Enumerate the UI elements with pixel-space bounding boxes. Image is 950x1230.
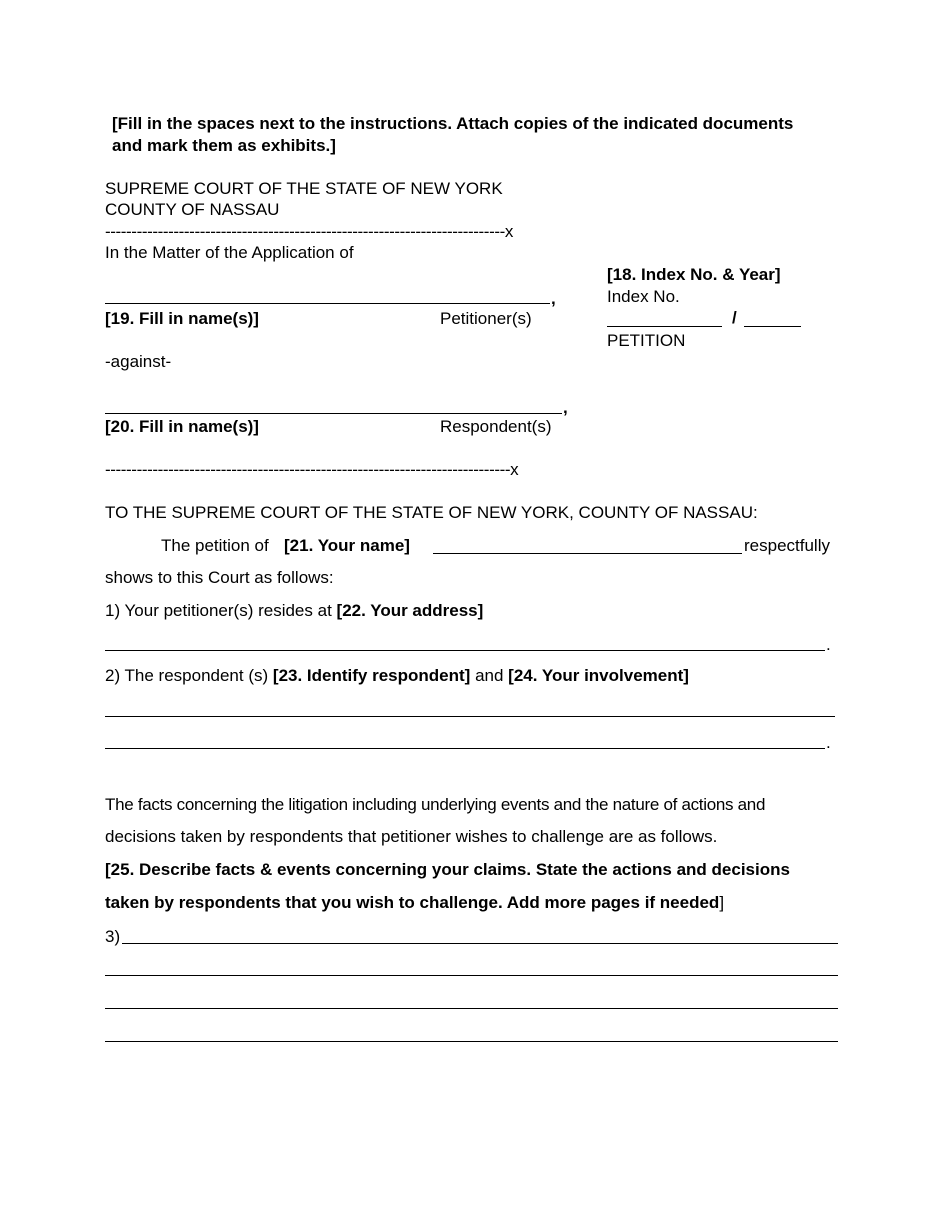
facts-instruction-line-1: [25. Describe facts & events concerning your claims. State the actions and decisions bbox=[105, 860, 790, 879]
petitioner-name-field[interactable] bbox=[105, 303, 550, 304]
index-separator: / bbox=[732, 308, 737, 327]
document-type: PETITION bbox=[607, 331, 686, 350]
court-name: SUPREME COURT OF THE STATE OF NEW YORK bbox=[105, 179, 503, 198]
facts-instruction-line-2: taken by respondents that you wish to challenge. Add more pages if needed bbox=[105, 893, 720, 912]
facts-field-line-4[interactable] bbox=[105, 1041, 838, 1042]
address-period: . bbox=[826, 635, 831, 654]
petitioner-instruction: [19. Fill in name(s)] bbox=[105, 309, 259, 328]
facts-text-line-1: The facts concerning the litigation including underlying events and the nature of actions and bbox=[105, 795, 766, 814]
item1-label bbox=[105, 600, 483, 621]
instructions-line-2: and mark them as exhibits.] bbox=[112, 136, 336, 155]
facts-field-line-1[interactable] bbox=[122, 943, 838, 944]
item3-prefix: 3) bbox=[105, 927, 121, 946]
court-county: COUNTY OF NASSAU bbox=[105, 200, 280, 219]
shows-label: shows to this Court as follows: bbox=[105, 568, 334, 587]
instructions-line-1: [Fill in the spaces next to the instructions. Attach copies of the indicated documents bbox=[112, 114, 794, 133]
index-year-field[interactable] bbox=[744, 326, 801, 327]
item2-prefix: 2) The respondent (s) bbox=[105, 666, 269, 685]
against-label: -against- bbox=[105, 352, 172, 371]
matter-of-label: In the Matter of the Application of bbox=[105, 243, 354, 262]
respectfully-label: respectfully bbox=[744, 536, 830, 555]
your-name-field[interactable] bbox=[433, 553, 742, 554]
item1-prefix: 1) Your petitioner(s) resides at bbox=[105, 601, 332, 620]
respondent-instruction: [20. Fill in name(s)] bbox=[105, 417, 259, 436]
facts-text-line-2: decisions taken by respondents that petitioner wishes to challenge are as follows. bbox=[105, 827, 718, 846]
respondent-role-label: Respondent(s) bbox=[440, 417, 552, 436]
address-field[interactable] bbox=[105, 650, 825, 651]
index-label: Index No. bbox=[607, 287, 680, 306]
respondent-comma: , bbox=[563, 398, 568, 417]
petition-of-label: The petition of bbox=[161, 536, 269, 555]
facts-instruction-line-2-wrap bbox=[105, 892, 724, 913]
involvement-instruction: [24. Your involvement] bbox=[508, 666, 689, 685]
caption-divider-bottom: -----------------------------------------------------------------------------x bbox=[105, 460, 519, 479]
index-number-field[interactable] bbox=[607, 326, 722, 327]
petitioner-role-label: Petitioner(s) bbox=[440, 309, 532, 328]
identify-respondent-instruction: [23. Identify respondent] bbox=[272, 666, 471, 685]
facts-field-line-2[interactable] bbox=[105, 975, 838, 976]
respondent-description-line-1[interactable] bbox=[105, 716, 835, 717]
petitioner-comma: , bbox=[551, 289, 556, 308]
facts-field-line-3[interactable] bbox=[105, 1008, 838, 1009]
your-name-instruction: [21. Your name] bbox=[284, 536, 410, 555]
respondent-name-field[interactable] bbox=[105, 413, 562, 414]
respondent-description-period: . bbox=[826, 733, 831, 752]
caption-divider-top: ----------------------------------------------------------------------------x bbox=[105, 222, 513, 241]
address-instruction: [22. Your address] bbox=[336, 601, 484, 620]
item2-label bbox=[105, 665, 689, 686]
index-instruction: [18. Index No. & Year] bbox=[607, 265, 781, 284]
item2-and: and bbox=[475, 666, 504, 685]
to-court-heading: TO THE SUPREME COURT OF THE STATE OF NEW YORK, COUNTY OF NASSAU: bbox=[105, 503, 758, 522]
facts-instruction-close: ] bbox=[719, 893, 725, 912]
respondent-description-line-2[interactable] bbox=[105, 748, 825, 749]
